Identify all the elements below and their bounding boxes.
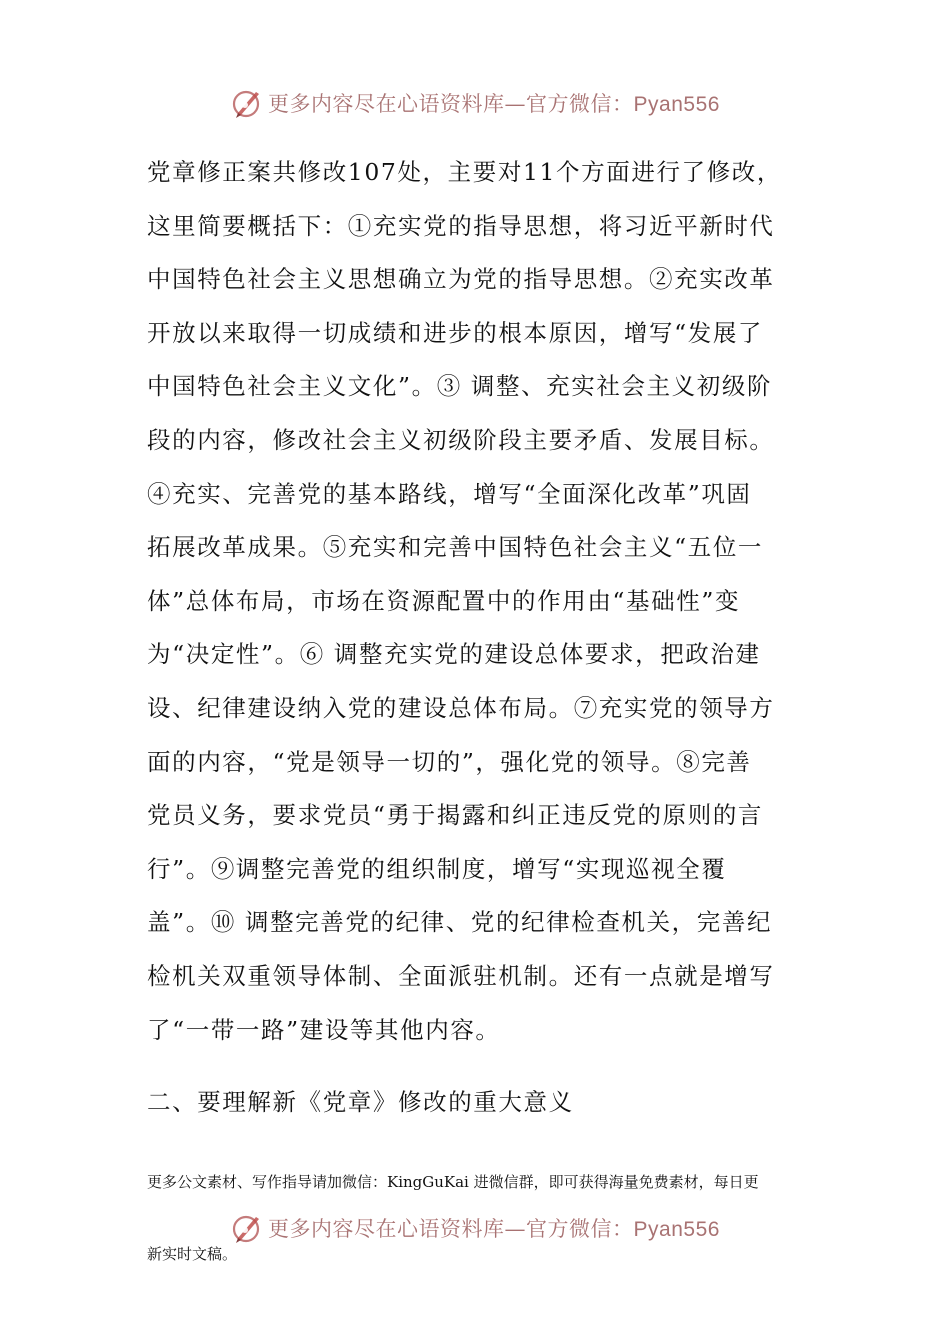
body-line: 行”。⑨调整完善党的组织制度，增写“实现巡视全覆 (147, 854, 727, 883)
body-line: 中国特色社会主义思想确立为党的指导思想。②充实改革 (147, 265, 775, 294)
body-line: 体”总体布局，市场在资源配置中的作用由“基础性”变 (147, 586, 741, 615)
body-line: ④充实、完善党的基本路线，增写“全面深化改革”巩固 (147, 479, 752, 508)
body-line: 面的内容，“党是领导一切的”，强化党的领导。⑧完善 (147, 747, 752, 776)
watermark-prefix: 更多内容尽在心语资料库—官方微信： (268, 92, 634, 116)
body-line: 开放以来取得一切成绩和进步的根本原因，增写“发展了 (147, 318, 764, 347)
watermark-wechat-id: Pyan556 (633, 93, 720, 116)
pen-emblem-icon (230, 86, 264, 120)
watermark-prefix: 更多内容尽在心语资料库—官方微信： (268, 1217, 634, 1241)
watermark-text (268, 88, 720, 118)
body-line: 为“决定性”。⑥ 调整充实党的建设总体要求，把政治建 (147, 640, 761, 669)
body-line: 了“一带一路”建设等其他内容。 (147, 1015, 501, 1044)
footer-note-line1: 更多公文素材、写作指导请加微信：KingGuKai 进微信群，即可获得海量免费素材，每日更 (147, 1173, 759, 1191)
body-line: 党员义务，要求党员“勇于揭露和纠正违反党的原则的言 (147, 801, 764, 830)
pen-emblem-icon (230, 1211, 264, 1245)
watermark-footer (0, 1208, 950, 1248)
watermark-wechat-id: Pyan556 (633, 1218, 720, 1241)
body-line: 拓展改革成果。⑤充实和完善中国特色社会主义“五位一 (147, 533, 764, 562)
watermark-header (0, 83, 950, 123)
footer-note-line2: 新实时文稿。 (147, 1245, 238, 1263)
body-line: 设、纪律建设纳入党的建设总体布局。⑦充实党的领导方 (147, 693, 775, 722)
body-line: 段的内容，修改社会主义初级阶段主要矛盾、发展目标。 (147, 425, 775, 454)
watermark-text (268, 1213, 720, 1243)
body-line: 检机关双重领导体制、全面派驻机制。还有一点就是增写 (147, 961, 775, 990)
body-line: 盖”。⑩ 调整完善党的纪律、党的纪律检查机关，完善纪 (147, 908, 773, 937)
body-paragraph (147, 146, 807, 1057)
section-heading: 二、要理解新《党章》修改的重大意义 (147, 1088, 574, 1116)
body-line: 这里简要概括下：①充实党的指导思想，将习近平新时代 (147, 211, 775, 240)
body-line: 党章修正案共修改107处，主要对11个方面进行了修改， (147, 158, 782, 186)
body-line: 中国特色社会主义文化”。③ 调整、充实社会主义初级阶 (147, 372, 773, 401)
